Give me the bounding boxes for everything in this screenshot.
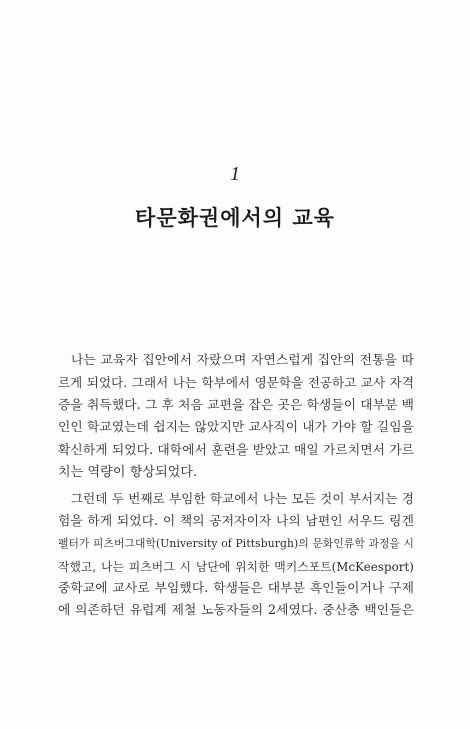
text-line: 인인 학교였는데 쉽지는 않았지만 교사직이 내가 가야 할 길임을: [58, 420, 414, 436]
text-line: 그런데 두 번째로 부임한 학교에서 나는 모든 것이 부서지는 경: [71, 491, 414, 507]
text-line: 에 의존하던 유럽계 제철 노동자들의 2세였다. 중산층 백인들은: [58, 603, 414, 619]
text-line: 작했고, 나는 피츠버그 시 남단에 위치한 맥키스포트(McKeesport): [58, 559, 414, 574]
text-line: 나는 교육자 집안에서 자랐으며 자연스럽게 집안의 전통을 따: [71, 353, 414, 368]
paragraph: [58, 488, 414, 622]
text-line: 증을 취득했다. 그 후 처음 교편을 잡은 곳은 학생들이 대부분 백: [58, 397, 414, 413]
text-line: 중학교에 교사로 부임했다. 학생들은 대부분 흑인들이거나 구제: [58, 580, 414, 596]
body-text: [58, 350, 414, 623]
text-line: 펠터가 피츠버그대학(University of Pittsburgh)의 문화인류학 과정을 시: [58, 537, 414, 551]
chapter-title: 타문화권에서의 교육: [135, 206, 335, 230]
text-line: 확신하게 되었다. 대학에서 훈련을 받았고 매일 가르치면서 가르: [58, 442, 414, 458]
text-line: 르게 되었다. 그래서 나는 학부에서 영문학을 전공하고 교사 자격: [58, 375, 414, 391]
text-line: 치는 역량이 향상되었다.: [58, 464, 198, 480]
text-line: 험을 하게 되었다. 이 책의 공저자이자 나의 남편인 서우드 링겐: [58, 513, 414, 529]
chapter-number: 1: [230, 163, 240, 185]
paragraph: [58, 350, 414, 484]
